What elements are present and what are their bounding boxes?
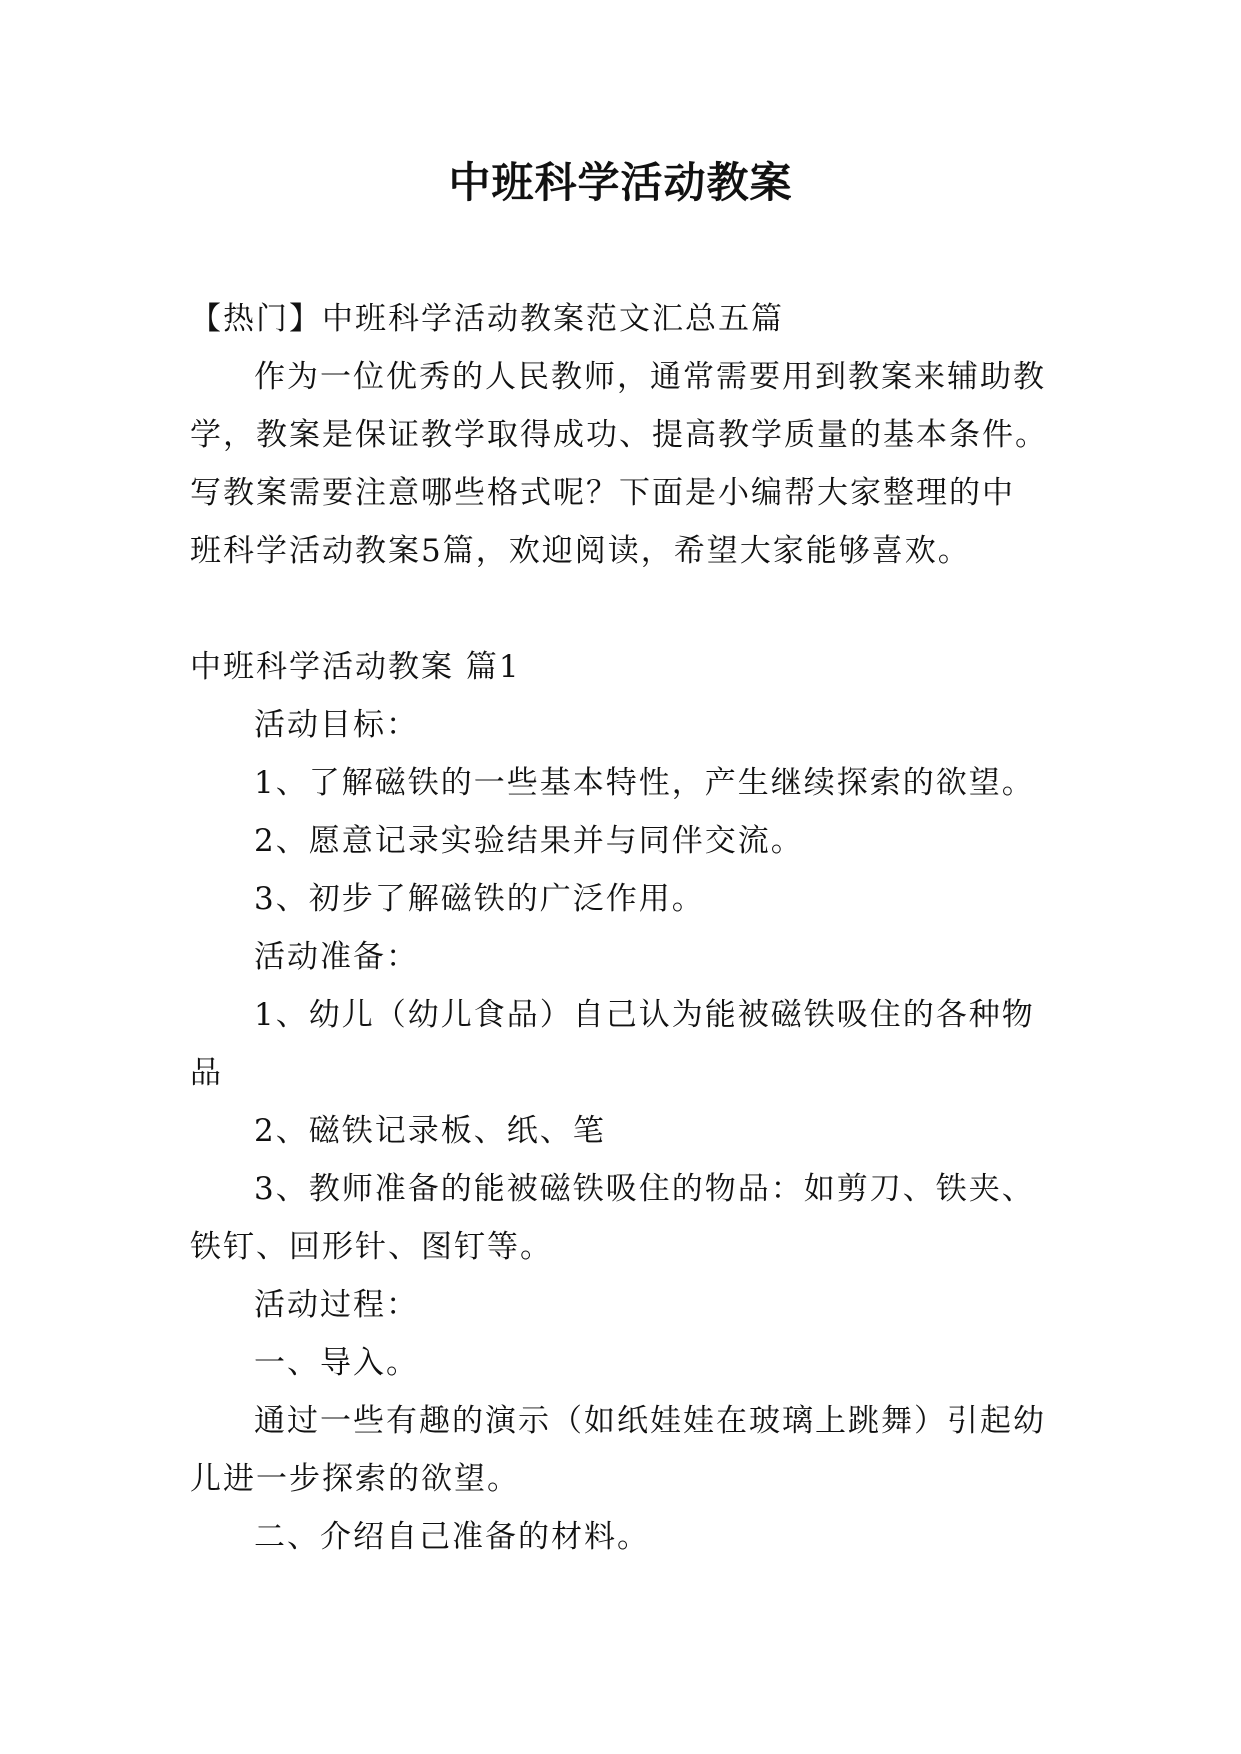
text-line: 作为一位优秀的人民教师，通常需要用到教案来辅助教 [254,359,1046,395]
text-line: 班科学活动教案5篇，欢迎阅读，希望大家能够喜欢。 [190,533,971,569]
text-line: 2、愿意记录实验结果并与同伴交流。 [254,823,804,859]
text-line: 一、导入。 [254,1345,419,1381]
text-line: 品 [190,1055,223,1091]
text-line: 儿进一步探索的欲望。 [190,1461,520,1497]
document-body [190,290,1070,1566]
text-line: 3、初步了解磁铁的广泛作用。 [254,881,705,917]
document-title: 中班科学活动教案 [448,158,793,207]
text-line: 学，教案是保证教学取得成功、提高教学质量的基本条件。 [190,417,1048,453]
text-line: 1、幼儿（幼儿食品）自己认为能被磁铁吸住的各种物 [254,997,1035,1033]
text-line: 写教案需要注意哪些格式呢？下面是小编帮大家整理的中 [190,475,1015,511]
blank-line [190,580,1070,638]
text-line: 2、磁铁记录板、纸、笔 [254,1113,606,1149]
text-line: 活动准备： [254,939,419,975]
text-line: 中班科学活动教案 篇1 [190,649,521,685]
text-line: 【热门】中班科学活动教案范文汇总五篇 [190,301,784,337]
text-line: 二、介绍自己准备的材料。 [254,1519,650,1555]
text-line: 1、了解磁铁的一些基本特性，产生继续探索的欲望。 [254,765,1035,801]
text-line: 活动过程： [254,1287,419,1323]
text-line: 铁钉、回形针、图钉等。 [190,1229,553,1265]
text-line: 通过一些有趣的演示（如纸娃娃在玻璃上跳舞）引起幼 [254,1403,1046,1439]
text-line: 3、教师准备的能被磁铁吸住的物品：如剪刀、铁夹、 [254,1171,1035,1207]
text-line: 活动目标： [254,707,419,743]
